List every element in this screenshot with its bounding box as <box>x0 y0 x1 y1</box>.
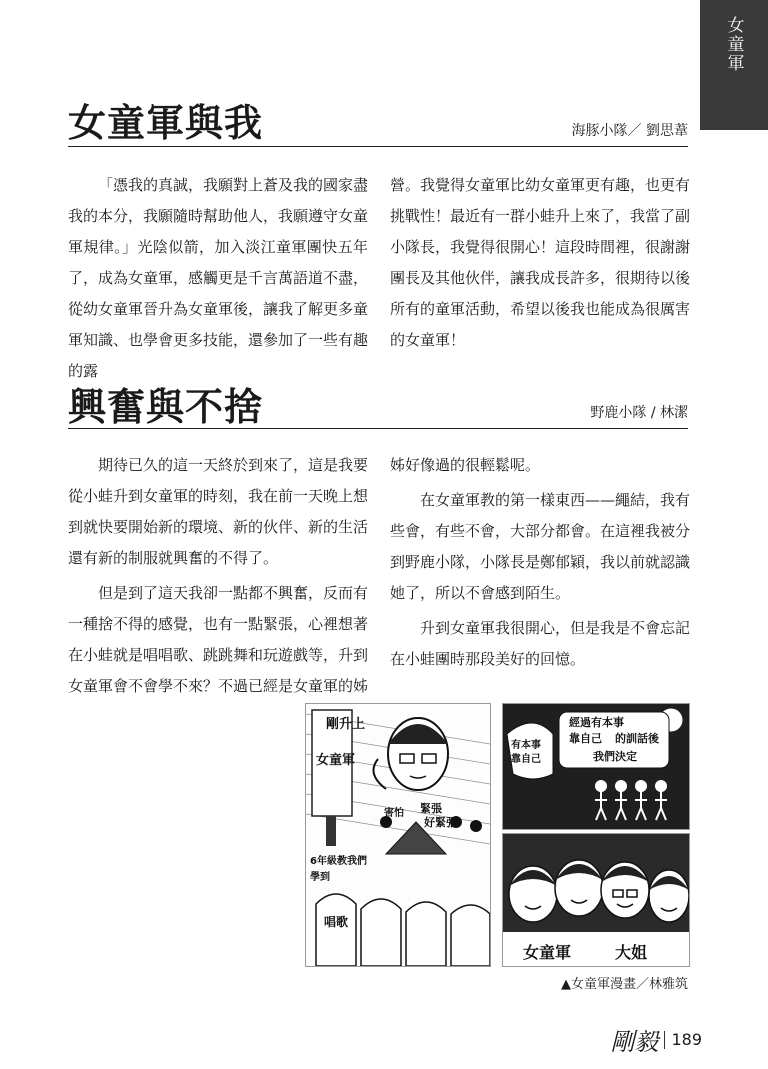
article2-paragraph: 姊好像過的很輕鬆呢。 <box>390 456 541 474</box>
article1-paragraph: 營。我覺得女童軍比幼女童軍更有趣，也更有挑戰性！最近有一群小蛙升上來了，我當了副小隊長，我覺得很開心！這段時間裡，很謝謝團長及其他伙伴，讓我成長許多，很期待以後所有的童軍活動，希望以後我也能成為很厲害的女童軍！ <box>390 176 691 349</box>
comic-text: 靠自己 <box>511 754 541 765</box>
article1-left-column <box>68 170 368 387</box>
article2-right-column <box>390 450 690 675</box>
section-tab-label: 女童軍 <box>723 16 744 73</box>
comic-text: 女童軍 <box>316 753 356 768</box>
article1-right-column <box>390 170 690 356</box>
article2-left-column <box>68 450 368 702</box>
comic-text: 女童軍 <box>523 943 572 962</box>
comic-panel-2-drawing <box>503 704 689 829</box>
comic-text: 唱歌 <box>324 915 349 929</box>
article1-paragraph: 「憑我的真誠，我願對上蒼及我的國家盡我的本分，我願隨時幫助他人，我願遵守女童軍規律。」光陰似箭，加入淡江童軍團快五年了，成為女童軍，感觸更是千言萬語道不盡，從幼女童軍晉升為女童軍後，讓我了解更多童軍知識、也學會更多技能，還參加了一些有趣的露 <box>68 176 369 380</box>
comic-text: 的訓話後 <box>615 732 659 745</box>
comic-panel-2 <box>502 703 690 830</box>
section-tab <box>700 0 768 130</box>
comic-text: 6年級教我們 <box>310 856 367 867</box>
article1-divider <box>68 146 688 147</box>
article2-divider <box>68 428 688 429</box>
article2-byline: 野鹿小隊 / 林潔 <box>590 405 688 421</box>
page-footer <box>610 1022 702 1057</box>
comic-caption: ▲女童軍漫畫／林雅筑 <box>561 977 688 992</box>
comic-text: 大姐 <box>615 943 648 962</box>
footer-divider <box>664 1031 665 1049</box>
comic-text: 我們決定 <box>593 750 637 763</box>
magazine-logo: 剛毅 <box>610 1028 659 1056</box>
article2-paragraph: 在女童軍教的第一樣東西——繩結，我有些會，有些不會，大部分都會。在這裡我被分到野鹿小隊，小隊長是鄭郁穎，我以前就認識她了，所以不會感到陌生。 <box>390 491 691 602</box>
article2-title: 興奮與不捨 <box>68 384 264 429</box>
article2-paragraph: 升到女童軍我很開心，但是我是不會忘記在小蛙團時那段美好的回憶。 <box>390 619 691 668</box>
comic-text: 緊張 <box>420 802 442 815</box>
comic-panel-1-drawing <box>306 704 490 966</box>
comic-panel-3-drawing <box>503 834 689 966</box>
comic-text: 經過有本事 <box>569 716 624 729</box>
article2-paragraph: 但是到了這天我卻一點都不興奮，反而有一種捨不得的感覺，也有一點緊張，心裡想著在小蛙就是唱唱歌、跳跳舞和玩遊戲等，升到女童軍會不會學不來？不過已經是女童軍的姊 <box>68 584 369 695</box>
comic-text: 剛升上 <box>326 717 366 732</box>
comic-text: 好緊張 <box>424 816 457 829</box>
comic-panel-1 <box>305 703 491 967</box>
comic-panel-3 <box>502 833 690 967</box>
comic-text: 有本事 <box>511 740 541 751</box>
article1-title: 女童軍與我 <box>68 100 264 145</box>
comic-text: 學到 <box>310 872 330 883</box>
page-number: 189 <box>671 1030 702 1049</box>
comic-text: 靠自己 <box>569 732 602 745</box>
comic-text: 害怕 <box>384 808 404 819</box>
article2-paragraph: 期待已久的這一天終於到來了，這是我要從小蛙升到女童軍的時刻，我在前一天晚上想到就快要開始新的環境、新的伙伴、新的生活還有新的制服就興奮的不得了。 <box>68 456 369 567</box>
article1-byline: 海豚小隊／ 劉思葦 <box>571 123 688 139</box>
